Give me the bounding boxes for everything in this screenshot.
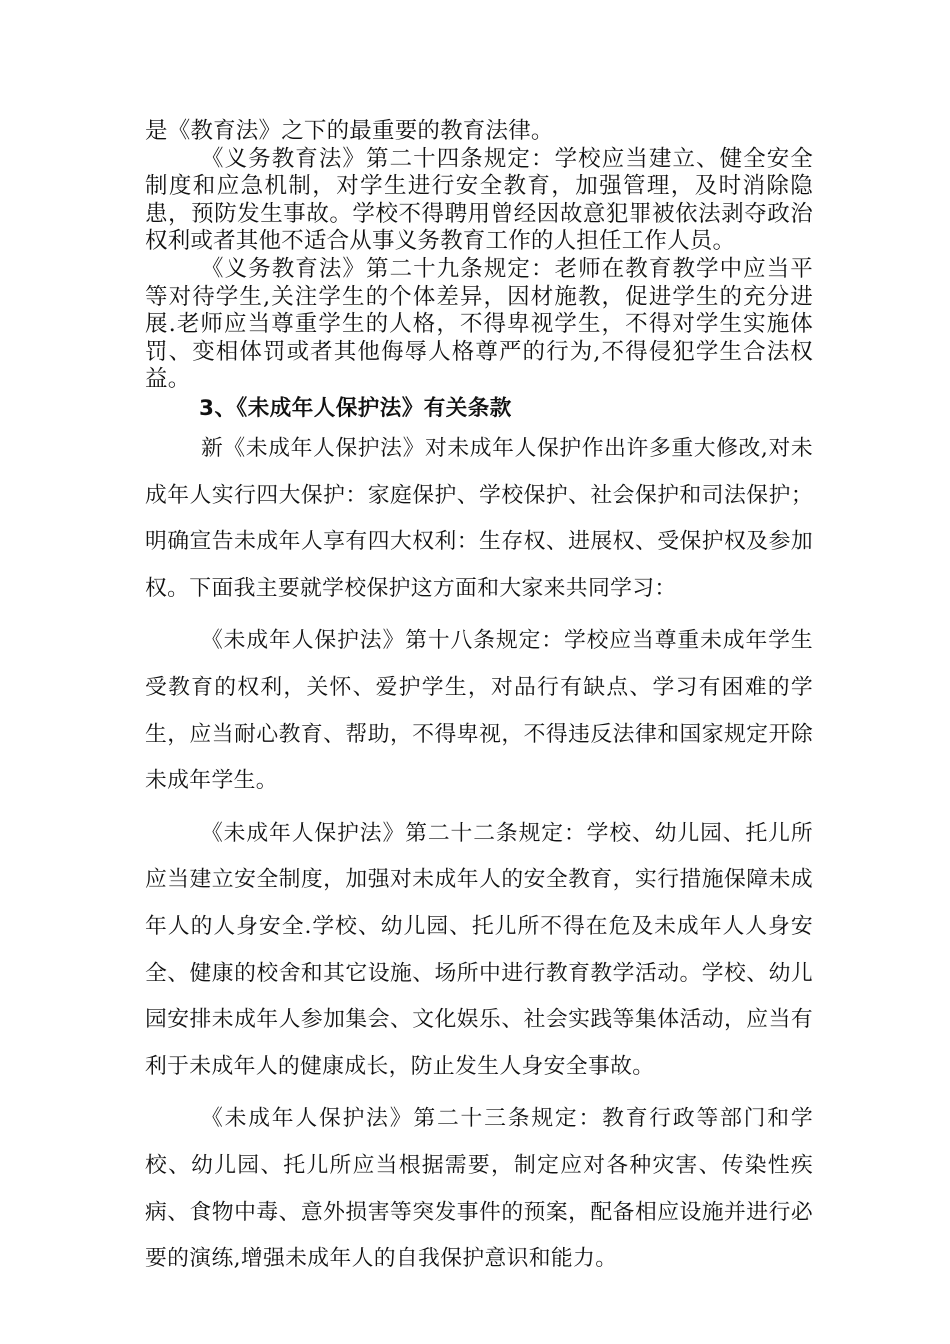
paragraph-article-22: 《未成年人保护法》第二十二条规定：学校、幼儿园、托儿所应当建立安全制度，加强对未成年人的安全教育，实行措施保障未成年人的人身安全.学校、幼儿园、托儿所不得在危及未成年人人身安全、健康的校舍和其它设施、场所中进行教育教学活动。学校、幼儿园安排未成年人参加集会、文化娱乐、社会实践等集体活动，应当有利于未成年人的健康成长，防止发生人身安全事故。 [145,820,813,1079]
law-excerpt-compulsory-education [145,118,813,394]
law-excerpt-minor-protection [145,426,813,1283]
paragraph-article-18: 《未成年人保护法》第十八条规定：学校应当尊重未成年学生受教育的权利，关怀、爱护学生，对品行有缺点、学习有困难的学生，应当耐心教育、帮助，不得卑视，不得违反法律和国家规定开除未成年学生。 [145,628,813,794]
section-heading: 3、《未成年人保护法》有关条款 [199,396,512,421]
paragraph-article-24: 《义务教育法》第二十四条规定：学校应当建立、健全安全制度和应急机制，对学生进行安全教育，加强管理，及时消除隐患，预防发生事故。学校不得聘用曾经因故意犯罪被依法剥夺政治权利或者其他不适合从事义务教育工作的人担任工作人员。 [145,145,813,255]
paragraph-article-23: 《未成年人保护法》第二十三条规定：教育行政等部门和学校、幼儿园、托儿所应当根据需要，制定应对各种灾害、传染性疾病、食物中毒、意外损害等突发事件的预案，配备相应设施并进行必要的演练,增强未成年人的自我保护意识和能力。 [145,1106,813,1272]
paragraph-article-29: 《义务教育法》第二十九条规定：老师在教育教学中应当平等对待学生,关注学生的个体差异，因材施教，促进学生的充分进展.老师应当尊重学生的人格，不得卑视学生，不得对学生实施体罚、变相体罚或者其他侮辱人格尊严的行为,不得侵犯学生合法权益。 [145,255,813,393]
paragraph-intro: 新《未成年人保护法》对未成年人保护作出许多重大修改,对未成年人实行四大保护：家庭保护、学校保护、社会保护和司法保护；明确宣告未成年人享有四大权利：生存权、进展权、受保护权及参加权。下面我主要就学校保护这方面和大家来共同学习： [145,436,813,601]
paragraph: 是《教育法》之下的最重要的教育法律。 [145,118,554,144]
